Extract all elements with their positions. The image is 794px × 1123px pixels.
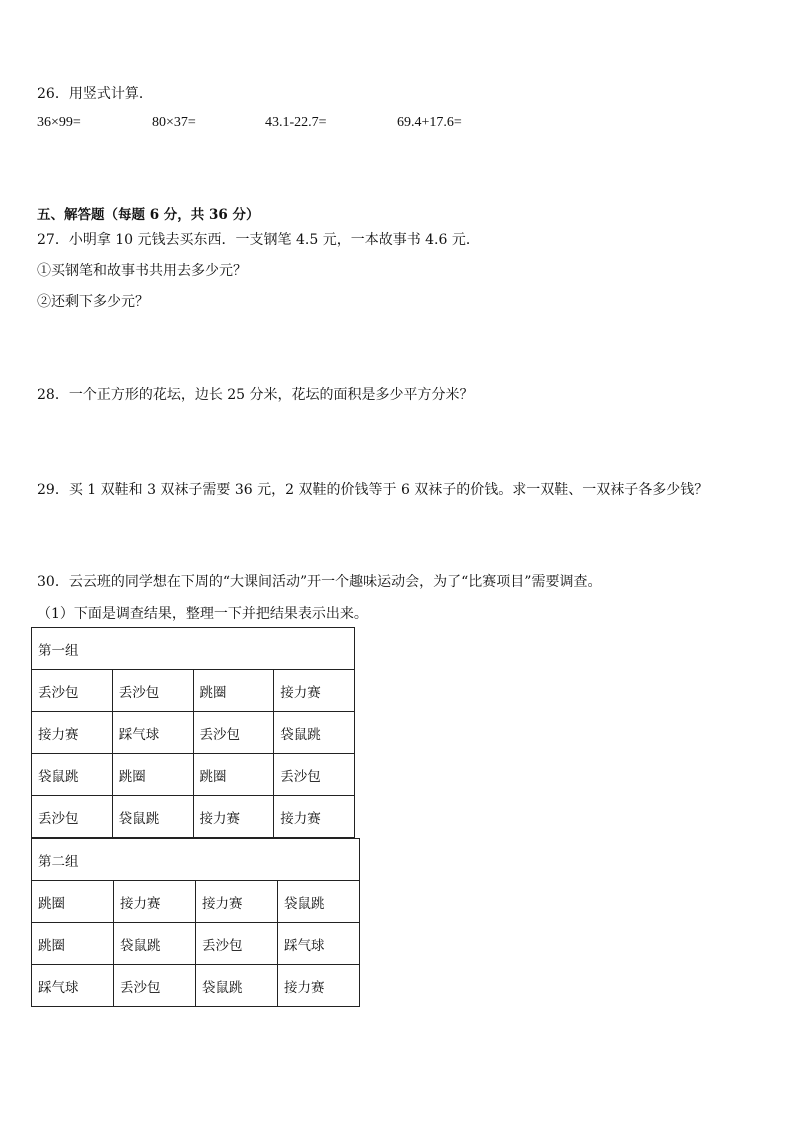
table-cell: 丢沙包 [32,670,113,712]
table-cell: 袋鼠跳 [112,796,193,838]
table-cell: 丢沙包 [193,712,274,754]
survey-table-group-2 [31,838,360,1007]
q26-item-3: 43.1-22.7= [265,115,327,130]
table-cell: 丢沙包 [274,754,355,796]
table-cell: 跳圈 [32,881,114,923]
table-cell: 接力赛 [32,712,113,754]
table-cell: 袋鼠跳 [114,923,196,965]
table-cell: 接力赛 [274,796,355,838]
table-cell: 跳圈 [112,754,193,796]
table-cell: 跳圈 [32,923,114,965]
group-2-title: 第二组 [32,839,360,881]
table-cell: 踩气球 [112,712,193,754]
table-row [32,754,355,796]
table-cell: 袋鼠跳 [278,881,360,923]
table-row [32,923,360,965]
q26-title: 26．用竖式计算． [37,86,153,102]
table-row [32,965,360,1007]
table-cell: 袋鼠跳 [274,712,355,754]
q27-sub1: ①买钢笔和故事书共用去多少元？ [37,263,247,279]
q27-stem: 27．小明拿 10 元钱去买东西．一支钢笔 4.5 元，一本故事书 4.6 元． [37,232,480,248]
table-cell: 丢沙包 [196,923,278,965]
q26-item-1: 36×99= [37,115,81,130]
table-cell: 丢沙包 [32,796,113,838]
table-cell: 踩气球 [278,923,360,965]
section-5-heading: 五、解答题（每题 6 分，共 36 分） [37,207,260,223]
group-1-title: 第一组 [32,628,355,670]
survey-table-group-1 [31,627,355,838]
table-row [32,670,355,712]
q30-stem: 30．云云班的同学想在下周的“大课间活动”开一个趣味运动会，为了“比赛项目”需要调查。 [37,574,602,590]
table-cell: 接力赛 [278,965,360,1007]
q29-stem: 29．买 1 双鞋和 3 双袜子需要 36 元，2 双鞋的价钱等于 6 双袜子的价钱。求一双鞋、一双袜子各多少钱？ [37,482,709,498]
q28-stem: 28．一个正方形的花坛，边长 25 分米，花坛的面积是多少平方分米？ [37,387,474,403]
table-cell: 跳圈 [193,754,274,796]
q26-item-4: 69.4+17.6= [397,115,462,130]
table-cell: 接力赛 [193,796,274,838]
table-cell: 接力赛 [274,670,355,712]
q26-item-2: 80×37= [152,115,196,130]
table-header-row [32,628,355,670]
table-cell: 接力赛 [114,881,196,923]
table-cell: 踩气球 [32,965,114,1007]
table-cell: 袋鼠跳 [196,965,278,1007]
q27-sub2: ②还剩下多少元？ [37,294,149,310]
table-row [32,881,360,923]
table-cell: 丢沙包 [114,965,196,1007]
table-header-row [32,839,360,881]
table-cell: 跳圈 [193,670,274,712]
table-row [32,796,355,838]
table-cell: 丢沙包 [112,670,193,712]
q30-sub1: （1）下面是调查结果，整理一下并把结果表示出来。 [37,606,368,622]
table-cell: 接力赛 [196,881,278,923]
table-row [32,712,355,754]
table-cell: 袋鼠跳 [32,754,113,796]
